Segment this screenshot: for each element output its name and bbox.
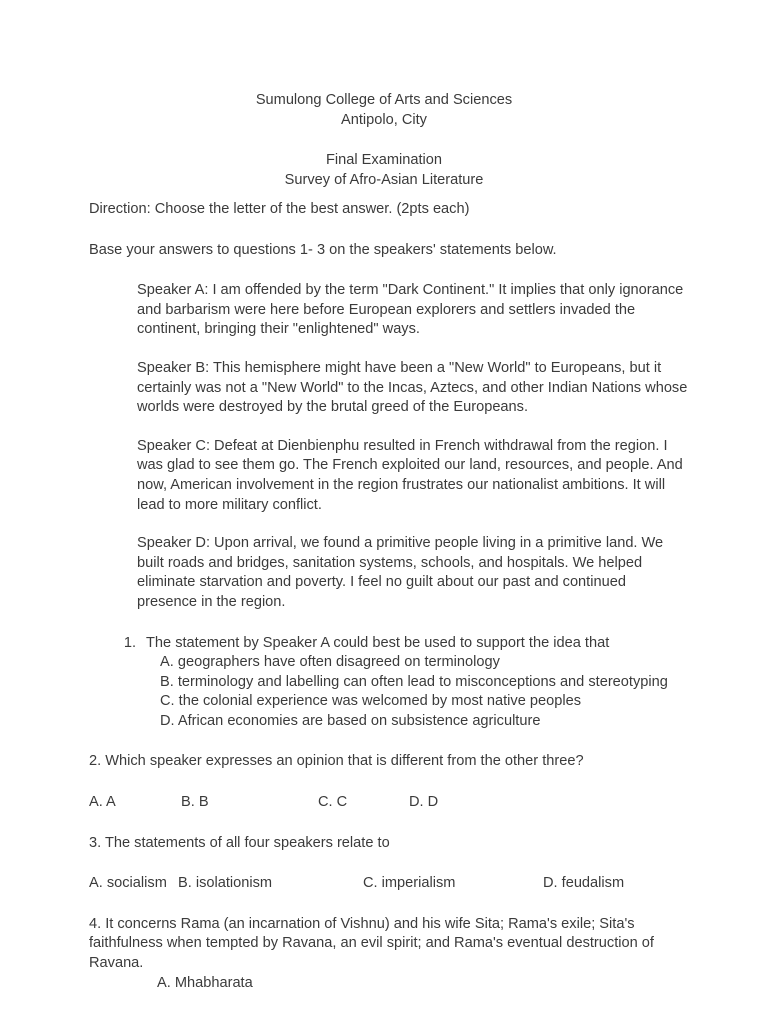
question-1-option-d[interactable]: D. African economies are based on subsistence agriculture	[160, 712, 541, 729]
direction-line: Direction: Choose the letter of the best answer. (2pts each)	[89, 201, 470, 217]
speaker-statement-a: Speaker A: I am offended by the term "Dark Continent." It implies that only ignorance and barbarism were here before European explorers and settlers invaded the continent, bringing their "enlightened" ways.	[137, 282, 684, 338]
spacer	[89, 220, 689, 241]
question-4	[89, 915, 689, 993]
question-3-option-c[interactable]: C. imperialism	[363, 875, 456, 892]
question-3-options	[89, 874, 689, 894]
spacer	[89, 613, 689, 634]
question-4-option-a[interactable]: A. Mhabharata	[157, 974, 253, 991]
school-name: Sumulong College of Arts and Sciences	[255, 92, 513, 108]
speaker-statement-d: Speaker D: Upon arrival, we found a primitive people living in a primitive land. We built roads and bridges, sanitation systems, schools, and hospitals. We helped eliminate starvation and poverty. I feel no guilt about our past and continued presence in the region.	[137, 535, 664, 610]
question-2-option-a[interactable]: A. A	[89, 794, 116, 811]
speaker-statements	[137, 281, 689, 612]
question-4-stem: 4. It concerns Rama (an incarnation of Vishnu) and his wife Sita; Rama's exile; Sita's faithfulness when tempted by Ravana, an evil spirit; and Rama's eventual destruction of Ravana.	[89, 915, 654, 972]
question-3	[89, 834, 689, 894]
question-1-option-a[interactable]: A. geographers have often disagreed on terminology	[160, 654, 500, 671]
question-1-option-c[interactable]: C. the colonial experience was welcomed by most native peoples	[160, 693, 582, 710]
document-body	[89, 200, 689, 993]
question-2-option-d[interactable]: D. D	[409, 794, 439, 811]
question-2-option-c[interactable]: C. C	[318, 794, 348, 811]
speaker-statement-b: Speaker B: This hemisphere might have been a "New World" to Europeans, but it certainly was not a "New World" to the Incas, Aztecs, and other Indian Nations whose worlds were destroyed by the brutal greed of the Europeans.	[137, 359, 688, 416]
question-3-option-a[interactable]: A. socialism	[89, 875, 167, 892]
spacer	[89, 260, 689, 281]
question-2-option-b[interactable]: B. B	[181, 794, 209, 811]
question-1-number: 1.	[123, 634, 136, 651]
question-1-stem: The statement by Speaker A could best be used to support the idea that	[146, 634, 610, 651]
question-1-option-b[interactable]: B. terminology and labelling can often lead to misconceptions and stereotyping	[160, 673, 668, 690]
exam-subject: Survey of Afro-Asian Literature	[284, 172, 484, 188]
question-2-stem: 2. Which speaker expresses an opinion that is different from the other three?	[89, 753, 584, 770]
base-answers-note: Base your answers to questions 1- 3 on the speakers' statements below.	[89, 241, 557, 258]
header-spacer	[0, 130, 768, 150]
spacer	[89, 853, 689, 874]
school-city: Antipolo, City	[341, 112, 427, 128]
document-header	[0, 90, 768, 190]
question-3-option-d[interactable]: D. feudalism	[543, 875, 625, 892]
spacer	[89, 772, 689, 793]
spacer	[89, 731, 689, 752]
question-1-options	[160, 653, 712, 731]
spacer	[89, 894, 689, 915]
question-3-stem: 3. The statements of all four speakers relate to	[89, 834, 390, 851]
question-2-options	[89, 793, 689, 813]
question-3-option-b[interactable]: B. isolationism	[178, 875, 273, 892]
question-2	[89, 752, 689, 812]
speaker-statement-c: Speaker C: Defeat at Dienbienphu resulted in French withdrawal from the region. I was glad to see them go. The French exploited our land, resources, and people. And now, American involvement in the region frustrates our nationalist ambitions. It will lead to more military conflict.	[137, 437, 683, 513]
question-1-line	[112, 634, 712, 654]
exam-title: Final Examination	[326, 152, 442, 168]
spacer	[89, 813, 689, 834]
question-1	[112, 634, 712, 732]
